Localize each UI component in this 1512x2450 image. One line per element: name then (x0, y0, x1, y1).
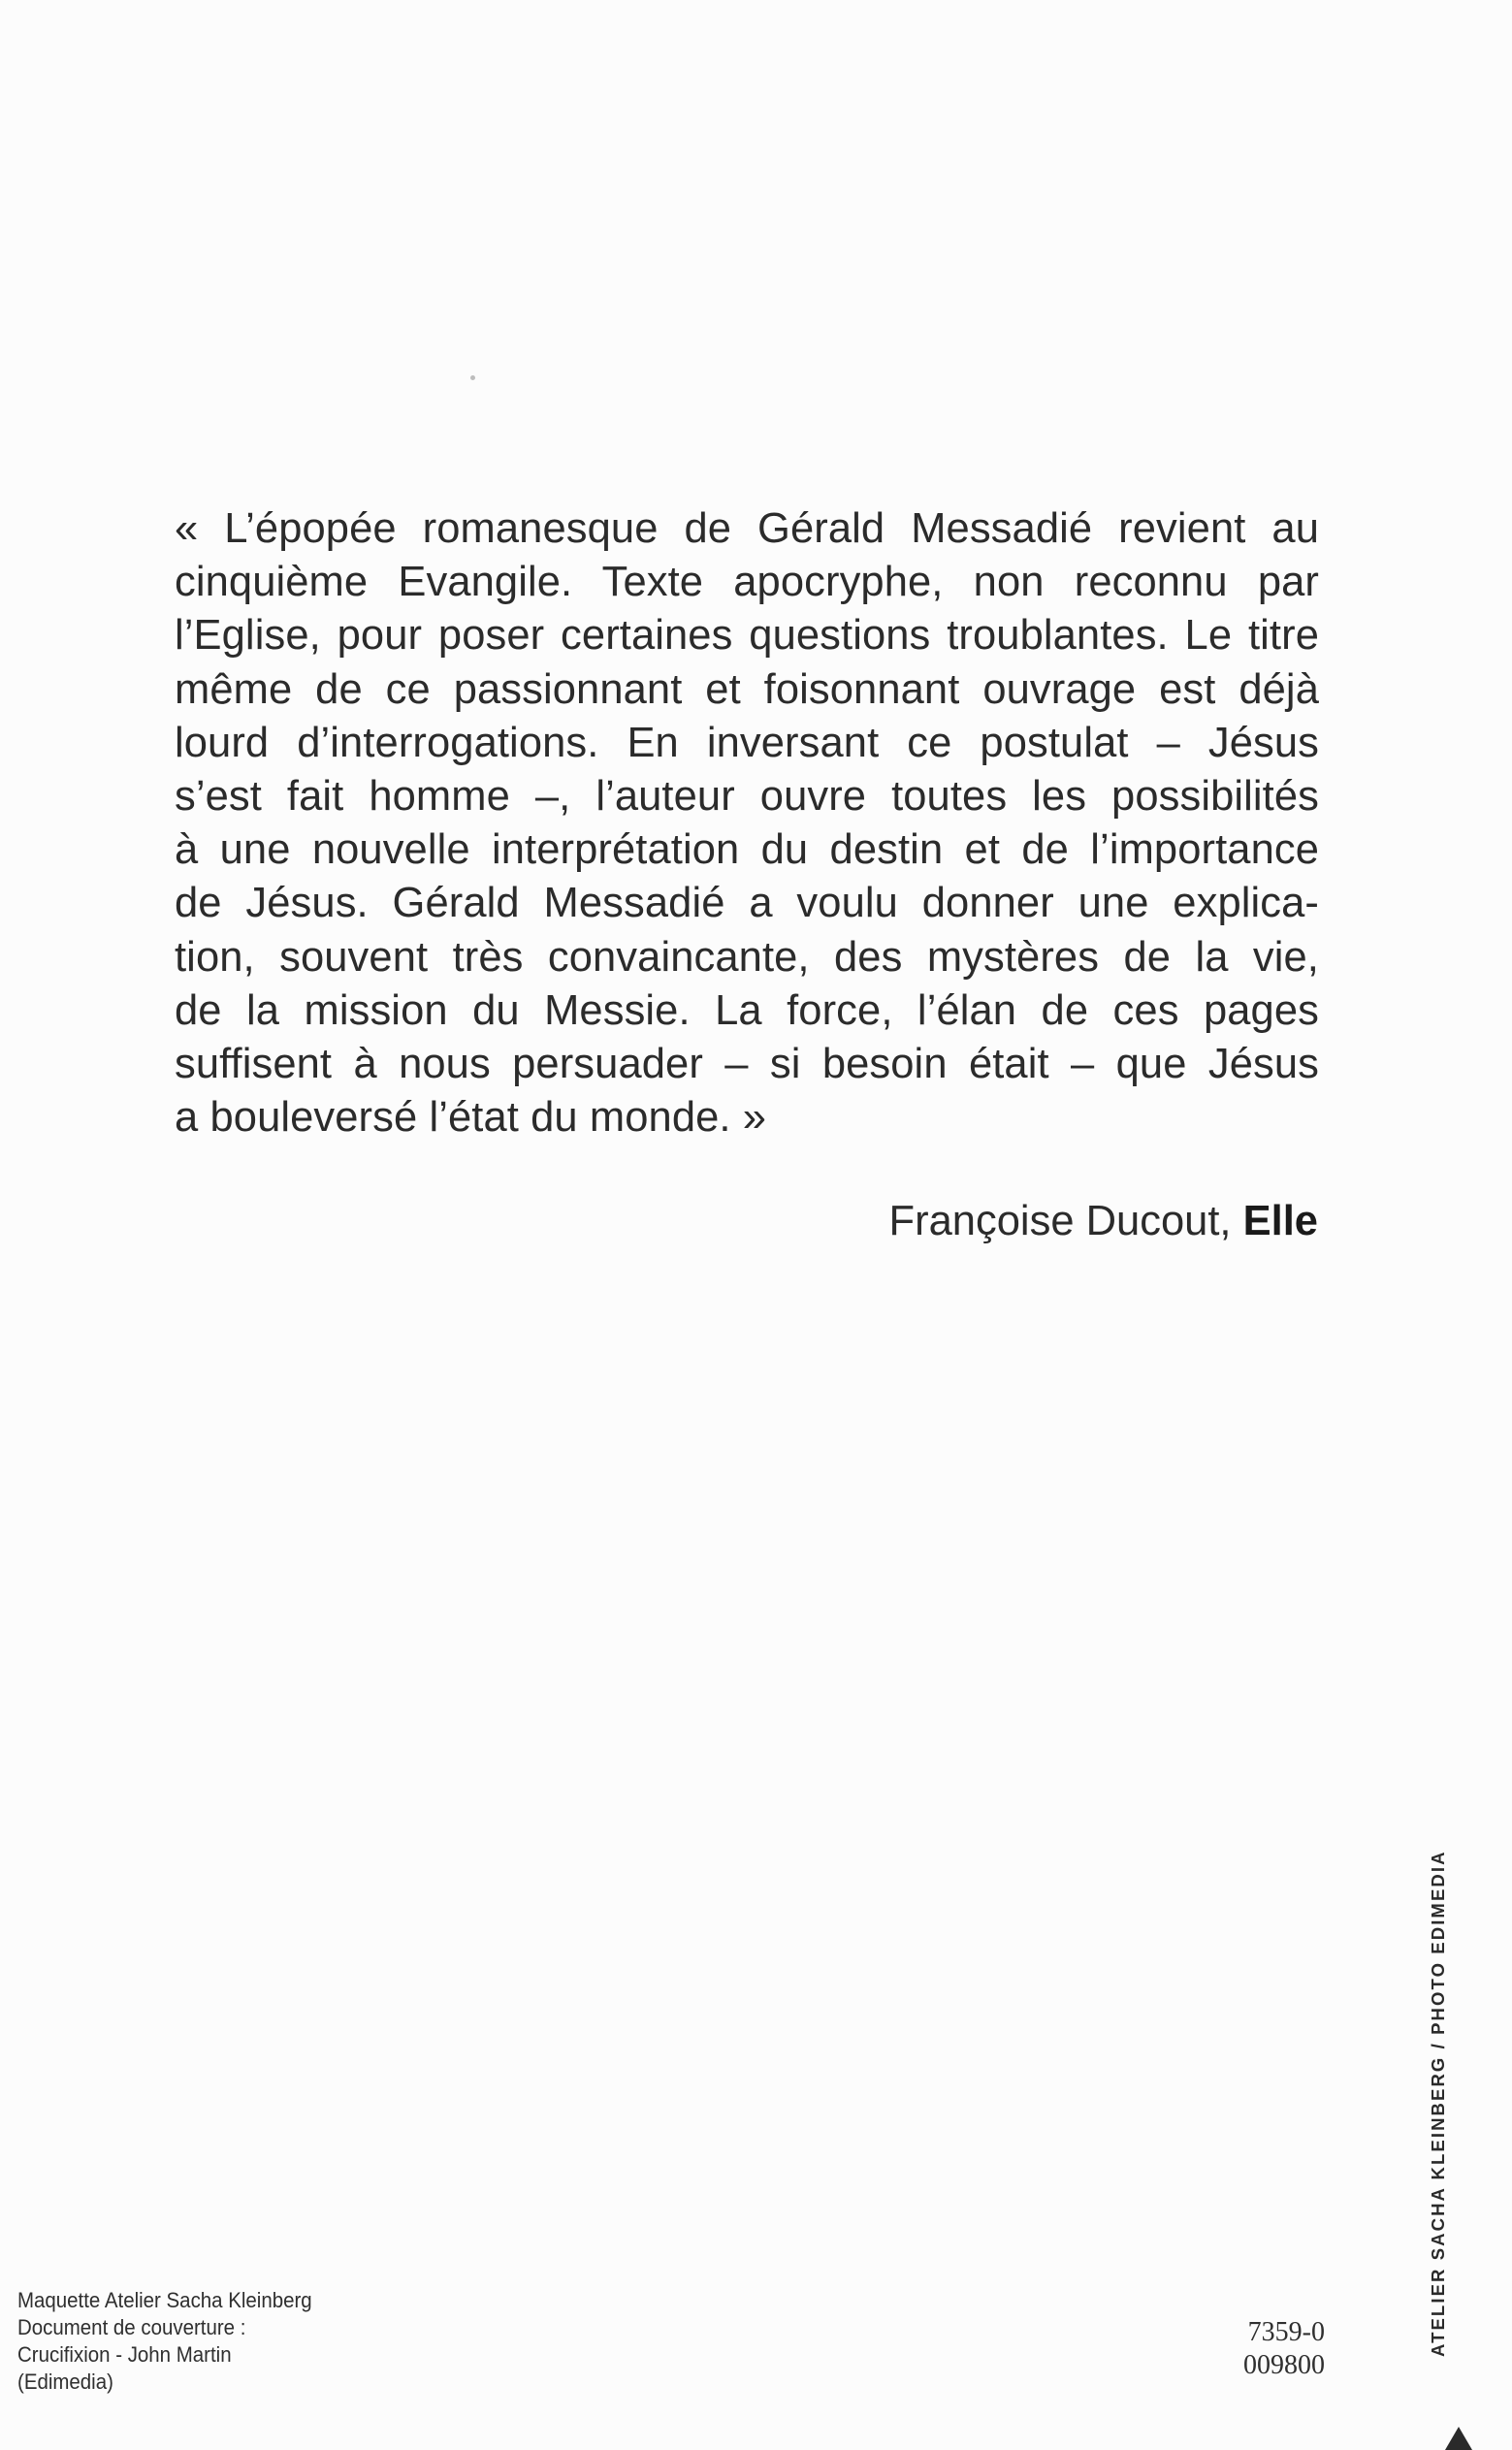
cover-credits (17, 2287, 312, 2396)
review-quote (175, 502, 1319, 1144)
credit-line: Maquette Atelier Sacha Kleinberg (17, 2288, 312, 2312)
quote-line: a bouleversé l’état du monde. » (175, 1094, 767, 1142)
credit-line: Crucifixion - John Martin (17, 2342, 232, 2367)
credit-line: Document de couverture : (17, 2315, 246, 2339)
quote-line: de la mission du Messie. La force, l’élan de ces pages (175, 986, 1319, 1034)
quote-line: à une nouvelle interprétation du destin et de l’importance (175, 826, 1319, 874)
photo-credit-vertical: ATELIER SACHA KLEINBERG / PHOTO EDIMEDIA (1428, 1850, 1448, 2357)
quote-line: de Jésus. Gérald Messadié a voulu donner une explica- (175, 880, 1319, 927)
quote-line: cinquième Evangile. Texte apocryphe, non reconnu par (175, 559, 1319, 606)
catalog-codes (1224, 2316, 1325, 2382)
quote-line: lourd d’interrogations. En inversant ce postulat – Jésus (175, 719, 1319, 766)
corner-triangle-icon (1445, 2427, 1472, 2450)
quote-line: s’est fait homme –, l’auteur ouvre toutes les possibilités (175, 773, 1319, 821)
quote-attribution (889, 1195, 1318, 1248)
attribution-author: Françoise Ducout, (888, 1198, 1243, 1244)
quote-line: l’Eglise, pour poser certaines questions troublantes. Le titre (175, 612, 1319, 660)
catalog-code-2: 009800 (1243, 2350, 1325, 2380)
paper-speck (470, 375, 475, 380)
attribution-publication: Elle (1242, 1198, 1318, 1244)
quote-line: suffisent à nous persuader – si besoin était – que Jésus (175, 1041, 1319, 1088)
catalog-code-1: 7359-0 (1247, 2317, 1325, 2347)
quote-line: « L’épopée romanesque de Gérald Messadié revient au (175, 505, 1319, 552)
credit-line: (Edimedia) (17, 2369, 113, 2394)
quote-line: même de ce passionnant et foisonnant ouvrage est déjà (175, 665, 1319, 713)
quote-line: tion, souvent très convaincante, des mystères de la vie, (175, 933, 1319, 981)
